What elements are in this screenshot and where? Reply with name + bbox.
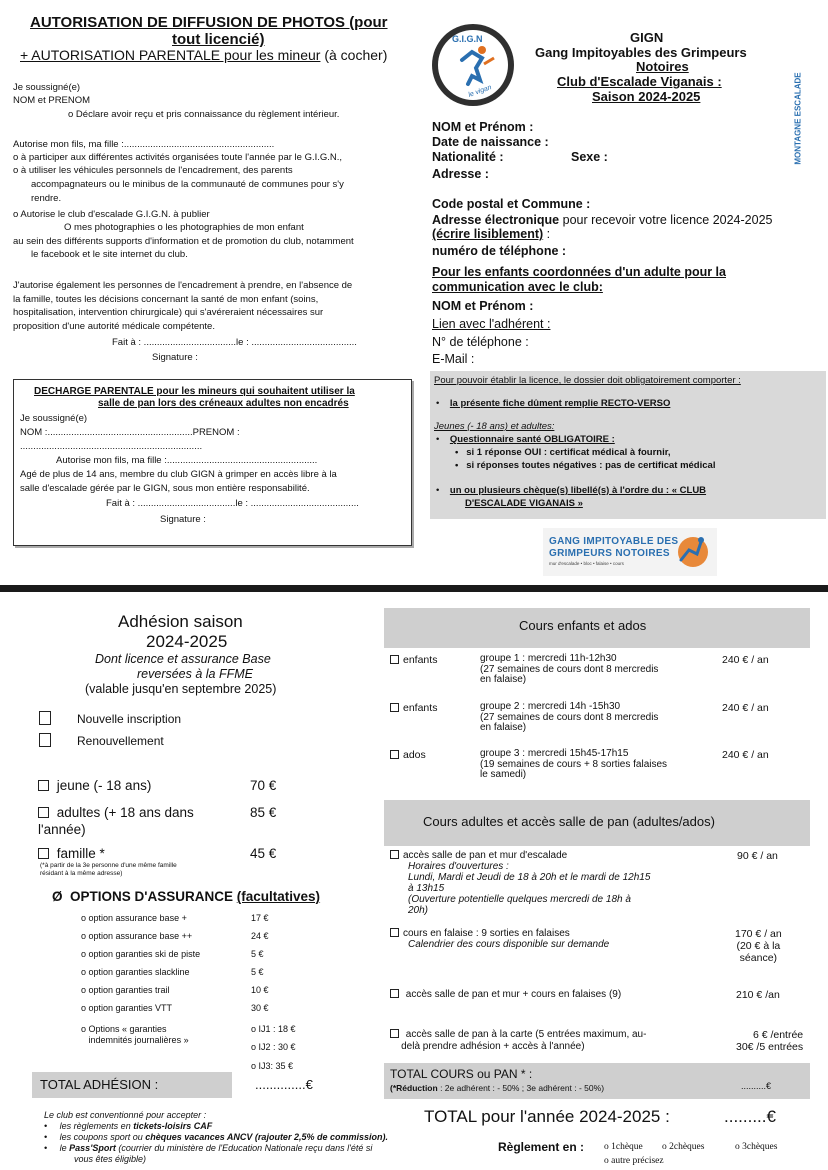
decharge-soussigne: Je soussigné(e) bbox=[20, 413, 88, 424]
tarif-famille[interactable]: famille * bbox=[38, 846, 105, 861]
conventionne-text: Le club est conventionné pour accepter : bbox=[44, 1110, 207, 1120]
logo-gign-text: G.I.G.N bbox=[452, 34, 483, 44]
option-row-price: 24 € bbox=[251, 931, 269, 941]
nouvelle-inscription-label: Nouvelle inscription bbox=[77, 712, 182, 726]
cours-falaise-calendrier: Calendrier des cours disponible sur demande bbox=[408, 939, 610, 950]
acces-salle-option[interactable]: accès salle de pan et mur d'escalade bbox=[390, 850, 567, 861]
adhesion-sub-2: reversées à la FFME bbox=[137, 667, 254, 681]
option-row-price: 5 € bbox=[251, 967, 264, 977]
nom-prenom-label: NOM et PRENOM bbox=[13, 95, 91, 106]
dossier-oui: • si 1 réponse OUI : certificat médical à fournir, bbox=[455, 447, 671, 458]
acces-salle-price: 90 € / an bbox=[737, 850, 778, 862]
gang-logo-banner bbox=[543, 528, 717, 576]
gang-logo-line1: GANG IMPITOYABLE DES bbox=[549, 536, 679, 547]
option-row-label[interactable]: o option garanties ski de piste bbox=[81, 949, 201, 959]
option-ij-label[interactable]: o Options « garanties indemnités journalières » bbox=[81, 1024, 189, 1045]
enfants-contact-title-2: communication avec le club: bbox=[432, 280, 603, 294]
cours-falaise-price: 170 € / an (20 € à la séance) bbox=[735, 928, 782, 964]
cours-enfants-row-checkbox[interactable]: enfants bbox=[390, 654, 437, 666]
option-row-label[interactable]: o option assurance base + bbox=[81, 913, 187, 923]
field-telephone[interactable]: numéro de téléphone : bbox=[432, 244, 567, 258]
parental-auth-subtitle: + AUTORISATION PARENTALE pour les mineur (à cocher) bbox=[20, 47, 388, 63]
gang-logo-line2: GRIMPEURS NOTOIRES bbox=[549, 548, 670, 559]
decharge-age-2: salle d'escalade gérée par le GIGN, sous mon entière responsabilité. bbox=[20, 483, 310, 494]
publier-option[interactable]: o Autorise le club d'escalade G.I.G.N. à publier bbox=[13, 209, 210, 220]
decharge-autorise[interactable]: Autorise mon fils, ma fille :......................................................... bbox=[56, 455, 318, 466]
reglement-autre[interactable]: o autre précisez bbox=[604, 1156, 664, 1166]
dossier-cheque-2: D'ESCALADE VIGANAIS » bbox=[465, 498, 583, 509]
renouvellement-label: Renouvellement bbox=[77, 734, 164, 748]
total-cours-reduction: (*Réduction : 2e adhérent : - 50% ; 3e adhérent : - 50%) bbox=[390, 1083, 605, 1093]
dossier-questionnaire: • Questionnaire santé OBLIGATOIRE : bbox=[436, 434, 615, 445]
gign-logo bbox=[432, 24, 514, 106]
jeune-checkbox[interactable] bbox=[38, 780, 49, 791]
cours-falaise-option[interactable]: cours en falaise : 9 sorties en falaises bbox=[390, 928, 570, 939]
option-row-label[interactable]: o option garanties trail bbox=[81, 985, 170, 995]
option-row-label[interactable]: o option garanties VTT bbox=[81, 1003, 173, 1013]
decharge-nom-field[interactable]: NOM :.......................................................PRENOM : bbox=[20, 427, 240, 438]
reglement-1-cheque[interactable]: o 1chèque bbox=[604, 1142, 643, 1152]
footer-bullet-caf: • les règlements en tickets-loisirs CAF bbox=[44, 1121, 213, 1131]
field-contact-nom[interactable]: NOM et Prénom : bbox=[432, 299, 534, 313]
supports-text-2: le facebook et le site internet du club. bbox=[31, 249, 188, 260]
combo-price: 210 € /an bbox=[736, 989, 780, 1001]
logo-le-vigan: le vigan bbox=[467, 84, 493, 99]
photos-choice-options[interactable]: O mes photographies o les photographies de mon enfant bbox=[64, 222, 304, 233]
field-contact-tel[interactable]: N° de téléphone : bbox=[432, 335, 529, 349]
field-sexe[interactable]: Sexe : bbox=[571, 150, 608, 164]
carte-option[interactable]: accès salle de pan à la carte (5 entrées maximum, au- delà prendre adhésion + accès à l'année) bbox=[390, 1029, 646, 1053]
sante-text-4: proposition d'une autorité médicale compétente. bbox=[13, 321, 215, 332]
climber-logo-icon bbox=[671, 532, 711, 572]
form-page-verso bbox=[0, 592, 828, 1170]
option-row-label[interactable]: o option garanties slackline bbox=[81, 967, 190, 977]
vehicules-text-3: rendre. bbox=[31, 193, 62, 204]
field-nom-prenom[interactable]: NOM et Prénom : bbox=[432, 120, 534, 134]
enfants-contact-title-1: Pour les enfants coordonnées d'un adulte pour la bbox=[432, 265, 726, 279]
sante-text-3: hospitalisation, intervention chirurgicale) qui s'avéreraient nécessaires sur bbox=[13, 307, 324, 318]
option-row-label[interactable]: o option assurance base ++ bbox=[81, 931, 193, 941]
nouvelle-inscription-checkbox[interactable] bbox=[39, 711, 51, 725]
adultes-checkbox[interactable] bbox=[38, 807, 49, 818]
header-club: Club d'Escalade Viganais : bbox=[557, 74, 722, 89]
tarif-adultes-price: 85 € bbox=[250, 805, 277, 820]
footer-bullet-ancv: • les coupons sport ou chèques vacances ANCV (rajouter 2,5% de commission). bbox=[44, 1132, 388, 1142]
declare-reglement-option[interactable]: o Déclare avoir reçu et pris connaissance du règlement intérieur. bbox=[68, 109, 340, 120]
cours-adultes-header: Cours adultes et accès salle de pan (adultes/ados) bbox=[423, 814, 715, 829]
famille-note: (*à partir de la 3e personne d'une même famille résidant à la même adresse) bbox=[40, 862, 177, 877]
dossier-requirements-box bbox=[430, 371, 826, 519]
dossier-cheque: • un ou plusieurs chèque(s) libellé(s) à l'ordre du : « CLUB bbox=[436, 485, 707, 496]
decharge-age-1: Agé de plus de 14 ans, membre du club GIGN à grimper en accès libre à la bbox=[20, 469, 337, 480]
option-row-price: 30 € bbox=[251, 1003, 269, 1013]
header-saison: Saison 2024-2025 bbox=[592, 89, 701, 104]
reglement-3-cheques[interactable]: o 3chèques bbox=[735, 1142, 778, 1152]
cours-enfants-row-price: 240 € / an bbox=[722, 702, 769, 714]
total-adhesion-value[interactable]: ..............€ bbox=[255, 1077, 313, 1092]
cours-enfants-header: Cours enfants et ados bbox=[519, 618, 647, 633]
photo-auth-title-line2: tout licencié) bbox=[172, 31, 265, 48]
adhesion-valable: (valable jusqu'en septembre 2025) bbox=[85, 682, 277, 696]
decharge-fait-field[interactable]: Fait à : .....................................le : ......................................... bbox=[106, 498, 359, 509]
decharge-dots: ..................................................................... bbox=[20, 441, 203, 452]
combo-option[interactable]: accès salle de pan et mur + cours en falaises (9) bbox=[390, 989, 621, 1000]
adhesion-sub-1: Dont licence et assurance Base bbox=[95, 652, 271, 666]
field-adresse[interactable]: Adresse : bbox=[432, 167, 489, 181]
cours-enfants-row-desc: groupe 3 : mercredi 15h45-17h15 (19 semaines de cours + 8 sorties falaises le samedi) bbox=[480, 748, 668, 780]
tarif-jeune-price: 70 € bbox=[250, 778, 277, 793]
adhesion-title-1: Adhésion saison bbox=[118, 612, 243, 631]
decharge-title-1: DECHARGE PARENTALE pour les mineurs qui souhaitent utiliser la bbox=[34, 386, 355, 397]
tarif-jeune[interactable]: jeune (- 18 ans) bbox=[38, 778, 151, 793]
adhesion-title-2: 2024-2025 bbox=[146, 632, 228, 651]
dossier-non: • si réponses toutes négatives : pas de certificat médical bbox=[455, 460, 716, 471]
total-annee-value[interactable]: .........€ bbox=[724, 1107, 776, 1126]
tarif-adultes-line2: l'année) bbox=[38, 822, 86, 837]
decharge-signature: Signature : bbox=[160, 514, 206, 525]
total-cours-value[interactable]: ..........€ bbox=[741, 1081, 772, 1091]
sante-text-2: la famille, toutes les décisions concernant la santé de mon enfant (soins, bbox=[13, 294, 319, 305]
field-code-postal[interactable]: Code postal et Commune : bbox=[432, 197, 591, 211]
field-date-naissance[interactable]: Date de naissance : bbox=[432, 135, 549, 149]
horaires-text: Horaires d'ouvertures : Lundi, Mardi et Jeudi de 18 à 20h et le mardi de 12h15 à 13h15 (Ouverture potentielle quelques mercredi de 18h à 20h) bbox=[408, 861, 651, 916]
total-adhesion-label: TOTAL ADHÉSION : bbox=[40, 1077, 159, 1092]
option-ij1[interactable]: o IJ1 : 18 € bbox=[251, 1024, 296, 1034]
famille-checkbox[interactable] bbox=[38, 848, 49, 859]
footer-passsport-cont: vous êtes éligible) bbox=[74, 1154, 147, 1164]
option-row-price: 17 € bbox=[251, 913, 269, 923]
header-gign: GIGN bbox=[630, 30, 664, 45]
autorise-enfant-line: Autorise mon fils, ma fille :......................................................... bbox=[13, 139, 275, 150]
vehicules-text-2: accompagnateurs ou le minibus de la communauté de communes pour s'y bbox=[31, 179, 344, 190]
cours-enfants-row-price: 240 € / an bbox=[722, 749, 769, 761]
carte-price: 6 € /entrée 30€ /5 entrées bbox=[736, 1029, 804, 1053]
reglement-label: Règlement en : bbox=[498, 1140, 585, 1154]
header-notoires: Notoires bbox=[636, 59, 689, 74]
option-ij3[interactable]: o IJ3: 35 € bbox=[251, 1061, 294, 1071]
tarif-famille-price: 45 € bbox=[250, 846, 277, 861]
signature-label: Signature : bbox=[152, 352, 198, 363]
renouvellement-checkbox[interactable] bbox=[39, 733, 51, 747]
field-email-note: (écrire lisiblement) : bbox=[432, 227, 551, 241]
photo-auth-title-line1: AUTORISATION DE DIFFUSION DE PHOTOS (pour bbox=[30, 14, 388, 31]
dossier-item-fiche: • la présente fiche dûment remplie RECTO-VERSO bbox=[436, 398, 671, 409]
option-ij2[interactable]: o IJ2 : 30 € bbox=[251, 1042, 296, 1052]
cours-enfants-row-checkbox[interactable]: enfants bbox=[390, 702, 437, 714]
sante-text-1: J'autorise également les personnes de l'encadrement à prendre, en l'absence de bbox=[13, 280, 353, 291]
total-annee-label: TOTAL pour l'année 2024-2025 : bbox=[424, 1107, 670, 1126]
option-row-price: 5 € bbox=[251, 949, 264, 959]
cours-enfants-row-price: 240 € / an bbox=[722, 654, 769, 666]
tarif-adultes[interactable]: adultes (+ 18 ans dans bbox=[38, 805, 194, 820]
reglement-2-cheques[interactable]: o 2chèques bbox=[662, 1142, 705, 1152]
cours-enfants-row-desc: groupe 1 : mercredi 11h-12h30 (27 semaines de cours dont 8 mercredis en falaise) bbox=[480, 653, 659, 685]
soussigne-label: Je soussigné(e) bbox=[13, 82, 81, 93]
cours-enfants-row-checkbox[interactable]: ados bbox=[390, 749, 426, 761]
decharge-title-2: salle de pan lors des créneaux adultes non encadrés bbox=[98, 398, 349, 409]
footer-bullet-passsport: • le Pass'Sport (courrier du ministère de l'Education Nationale reçu dans l'été si bbox=[44, 1143, 373, 1153]
supports-text-1: au sein des différents supports d'information et de promotion du club, notamment bbox=[13, 236, 354, 247]
vehicules-option[interactable]: o à utiliser les véhicules personnels de l'encadrement, des parents bbox=[13, 165, 293, 176]
field-nationalite[interactable]: Nationalité : bbox=[432, 150, 504, 164]
fait-a-field[interactable]: Fait à : ...................................le : ........................................ bbox=[112, 337, 357, 348]
header-gang: Gang Impitoyables des Grimpeurs bbox=[535, 45, 747, 60]
dossier-intro: Pour pouvoir établir la licence, le dossier doit obligatoirement comporter : bbox=[434, 375, 741, 386]
gang-logo-line3: mur d'escalade • bloc • falaise • cours bbox=[549, 561, 624, 566]
field-email[interactable]: Adresse électronique pour recevoir votre licence 2024-2025 bbox=[432, 213, 773, 227]
options-title: Ø OPTIONS D'ASSURANCE (facultatives) bbox=[52, 889, 321, 904]
field-contact-email[interactable]: E-Mail : bbox=[432, 352, 475, 366]
dossier-jeunes-adultes: Jeunes (- 18 ans) et adultes: bbox=[434, 421, 555, 432]
total-cours-label: TOTAL COURS ou PAN * : bbox=[390, 1067, 533, 1081]
montagne-escalade-logo: MONTAGNE ESCALADE bbox=[793, 72, 803, 165]
field-lien-adherent[interactable]: Lien avec l'adhérent : bbox=[432, 317, 551, 331]
participer-option[interactable]: o à participer aux différentes activités organisées toute l'année par le G.I.G.N., bbox=[13, 152, 343, 163]
option-row-price: 10 € bbox=[251, 985, 269, 995]
cours-enfants-row-desc: groupe 2 : mercredi 14h -15h30 (27 semaines de cours dont 8 mercredis en falaise) bbox=[480, 701, 659, 733]
